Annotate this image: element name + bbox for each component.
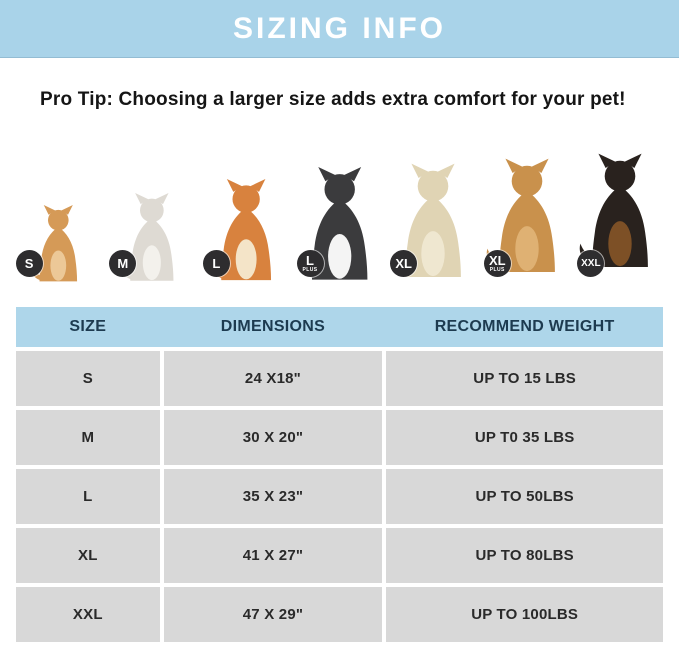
table-cell-weight: UP TO 50LBS (386, 469, 663, 524)
size-badge-xl-plus (484, 250, 511, 277)
dog-pomeranian (14, 133, 104, 285)
size-badge-xl (390, 250, 417, 277)
table-cell-weight: UP T0 35 LBS (386, 410, 663, 465)
column-header-size: SIZE (69, 318, 107, 335)
table-cell-dimensions: 41 X 27" (164, 528, 383, 583)
dog-golden-retriever (482, 133, 572, 285)
dog-doberman (575, 133, 665, 285)
size-badge-l-plus (297, 250, 324, 277)
table-cell-weight: UP TO 100LBS (386, 587, 663, 642)
size-table-body (16, 351, 663, 642)
table-cell-dimensions: 35 X 23" (164, 469, 383, 524)
size-badge-label: XL (488, 253, 506, 268)
size-badge-l (203, 250, 230, 277)
table-cell-size: XL (16, 528, 160, 583)
dog-shiba-inu (201, 133, 291, 285)
size-badge-label: S (24, 256, 34, 271)
table-cell-size: L (16, 469, 160, 524)
dog-french-bulldog (107, 133, 197, 285)
size-badge-sub: PLUS (489, 267, 505, 273)
size-badge-label: M (117, 256, 129, 271)
size-badge-s (16, 250, 43, 277)
size-badge-label: XL (395, 256, 412, 271)
sizing-info-banner (0, 0, 679, 58)
table-cell-dimensions: 30 X 20" (164, 410, 383, 465)
table-cell-size: M (16, 410, 160, 465)
size-badge-sub: PLUS (302, 267, 318, 273)
table-cell-size: S (16, 351, 160, 406)
table-cell-size: XXL (16, 587, 160, 642)
size-badge-label: XXL (581, 257, 601, 269)
dog-labrador (388, 133, 478, 285)
page-title: SIZING INFO (233, 11, 446, 45)
size-table-header-row (16, 307, 663, 347)
table-cell-dimensions: 24 X18" (164, 351, 383, 406)
column-header-dimensions: DIMENSIONS (220, 318, 326, 335)
dog-size-illustrations (10, 125, 669, 285)
pro-tip-text: Pro Tip: Choosing a larger size adds extra comfort for your pet! (40, 89, 626, 110)
table-cell-weight: UP TO 15 LBS (386, 351, 663, 406)
size-badge-label: L (306, 253, 314, 268)
column-header-recommend-weight: RECOMMEND WEIGHT (434, 318, 615, 335)
table-cell-dimensions: 47 X 29" (164, 587, 383, 642)
size-table (16, 307, 663, 642)
size-badge-label: L (212, 256, 221, 271)
dog-border-collie (295, 133, 385, 285)
table-cell-weight: UP TO 80LBS (386, 528, 663, 583)
